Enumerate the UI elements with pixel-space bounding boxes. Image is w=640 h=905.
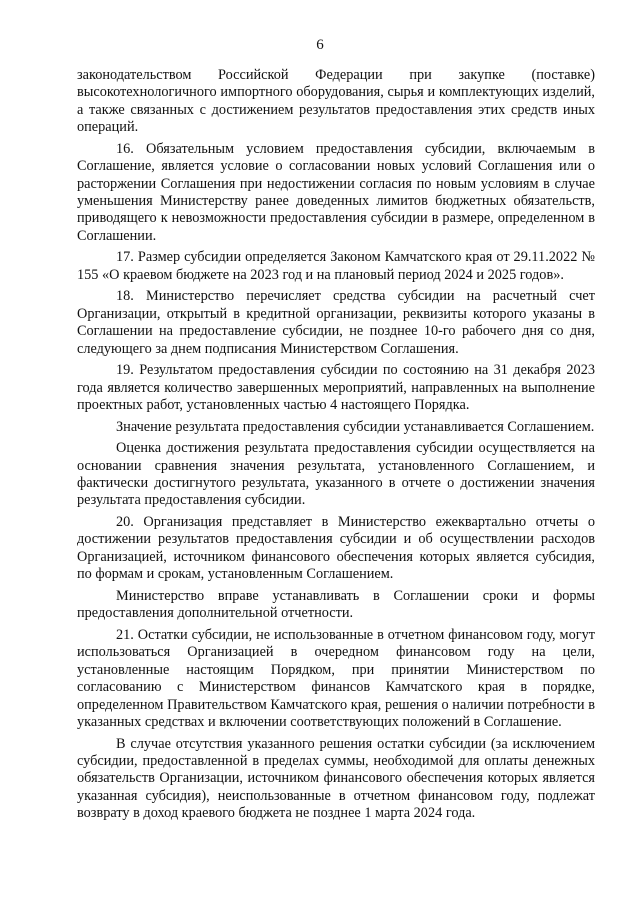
document-body bbox=[77, 67, 595, 827]
paragraph-16: 16. Обязательным условием предоставления субсидии, включаемым в Соглашение, является условие о согласовании новых условий Соглашения или о расторжении Соглашения при недостижении согласия по новым условиям в случае уменьшения Министерству ранее доведенных лимитов бюджетных обязательств, приводящего к невозможности предоставления субсидии в размере, определенном в Соглашении. bbox=[77, 140, 595, 244]
paragraph-17: 17. Размер субсидии определяется Законом Камчатского края от 29.11.2022 № 155 «О краевом бюджете на 2023 год и на плановый период 2024 и 2025 годов». bbox=[77, 249, 595, 283]
paragraph-19-assessment: Оценка достижения результата предоставления субсидии осуществляется на основании сравнения значения результата, установленного Соглашением, и фактически достигнутого результата, указанного в отчете о достижении значения результата предоставления субсидии. bbox=[77, 440, 595, 509]
paragraph-20: 20. Организация представляет в Министерство ежеквартально отчеты о достижении результатов предоставления субсидии и об осуществлении расходов Организацией, источником финансового обеспечения которых является субсидия, по формам и срокам, установленным Соглашением. bbox=[77, 514, 595, 583]
paragraph-20-additional-reporting: Министерство вправе устанавливать в Соглашении сроки и формы предоставления дополнительной отчетности. bbox=[77, 587, 595, 622]
paragraph-continuation: законодательством Российской Федерации при закупке (поставке) высокотехнологичного импортного оборудования, сырья и комплектующих изделий, а также связанных с достижением результатов предоставления этих средств иных операций. bbox=[77, 67, 595, 136]
paragraph-21: 21. Остатки субсидии, не использованные в отчетном финансовом году, могут использоваться Организацией в очередном финансовом году на цели, установленные настоящим Порядком, при принятии Министерством по согласованию с Министерством финансов Камчатского края в порядке, определенном Правительством Камчатского края, решения о наличии потребности в указанных средствах и включении соответствующих положений в Соглашение. bbox=[77, 626, 595, 730]
paragraph-19: 19. Результатом предоставления субсидии по состоянию на 31 декабря 2023 года является количество завершенных мероприятий, направленных на выполнение проектных работ, установленных частью 4 настоящего Порядка. bbox=[77, 362, 595, 414]
paragraph-19-result-value: Значение результата предоставления субсидии устанавливается Соглашением. bbox=[116, 418, 595, 435]
paragraph-21-return: В случае отсутствия указанного решения остатки субсидии (за исключением субсидии, предоставленной в пределах суммы, необходимой для оплаты денежных обязательств Организации, источником финансового обеспечения которых является указанная субсидия), неиспользованные в отчетном финансовом году, подлежат возврату в доход краевого бюджета не позднее 1 марта 2024 года. bbox=[77, 735, 595, 822]
paragraph-18: 18. Министерство перечисляет средства субсидии на расчетный счет Организации, открытый в кредитной организации, реквизиты которого указаны в Соглашении на предоставление субсидии, не позднее 10-го рабочего дня со дня, следующего за днем подписания Министерством Соглашения. bbox=[77, 288, 595, 357]
page-number: 6 bbox=[316, 37, 324, 53]
